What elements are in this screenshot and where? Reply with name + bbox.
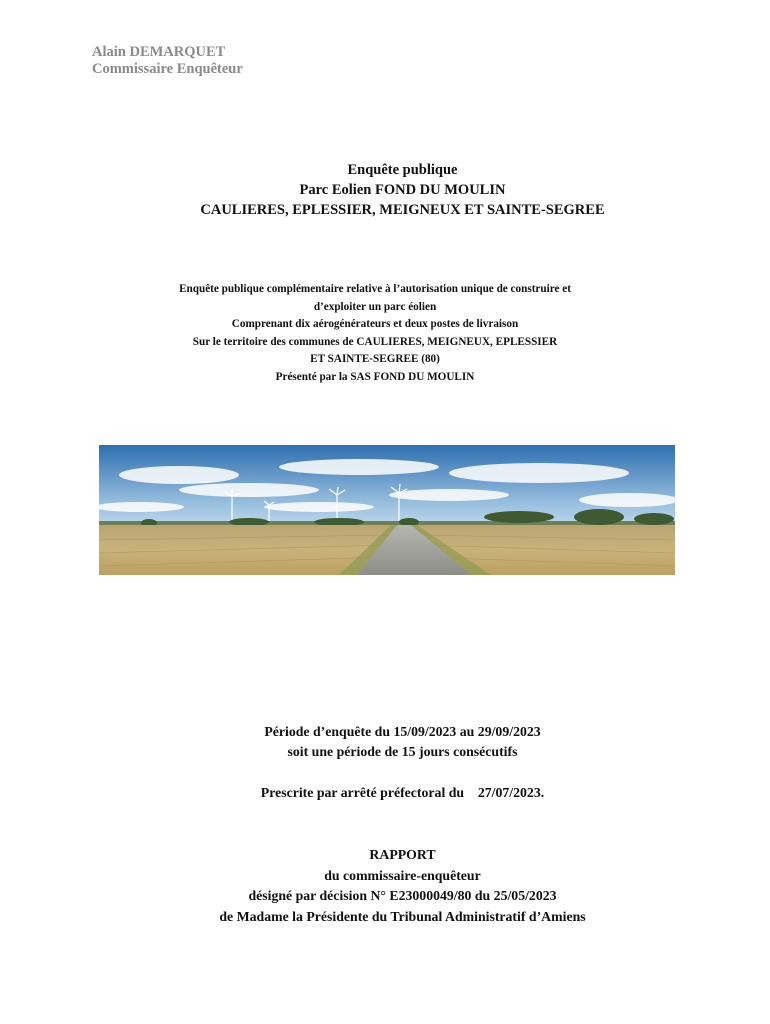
author-name: Alain DEMARQUET (92, 44, 226, 60)
report-heading: RAPPORT (369, 847, 436, 862)
title-line-3: CAULIERES, EPLESSIER, MEIGNEUX ET SAINTE-SEGREE (200, 202, 605, 218)
subject-line-4: Sur le territoire des communes de CAULIERES, MEIGNEUX, EPLESSIER (192, 335, 558, 348)
author-block (92, 44, 243, 78)
subject-line-2: d’exploiter un parc éolien (313, 300, 437, 313)
subject-line-1: Enquête publique complémentaire relative à l’autorisation unique de construire et (179, 283, 571, 295)
title-line-2: Parc Eolien FOND DU MOULIN (299, 182, 506, 198)
prescription-line: Prescrite par arrêté préfectoral du 27/07/2023. (260, 785, 545, 800)
report-block (0, 845, 770, 927)
subject-line-5: ET SAINTE-SEGREE (80) (310, 353, 440, 365)
subject-line-3: Comprenant dix aérogénérateurs et deux postes de livraison (231, 318, 519, 330)
inquiry-period (0, 722, 770, 762)
period-line-2: soit une période de 15 jours consécutifs (287, 744, 518, 759)
document-title (0, 160, 770, 220)
title-line-1: Enquête publique (347, 162, 458, 178)
prescription (0, 783, 770, 803)
report-line-3: désigné par décision N° E23000049/80 du 25/05/2023 (248, 888, 557, 903)
subject-description (0, 281, 750, 386)
subject-line-6: Présenté par la SAS FOND DU MOULIN (275, 370, 475, 383)
report-line-4: de Madame la Présidente du Tribunal Administratif d’Amiens (219, 908, 586, 924)
report-line-2: du commissaire-enquêteur (324, 867, 481, 883)
author-role: Commissaire Enquêteur (92, 61, 243, 77)
period-line-1: Période d’enquête du 15/09/2023 au 29/09/2023 (264, 724, 541, 739)
wind-farm-landscape-photo (99, 445, 675, 575)
